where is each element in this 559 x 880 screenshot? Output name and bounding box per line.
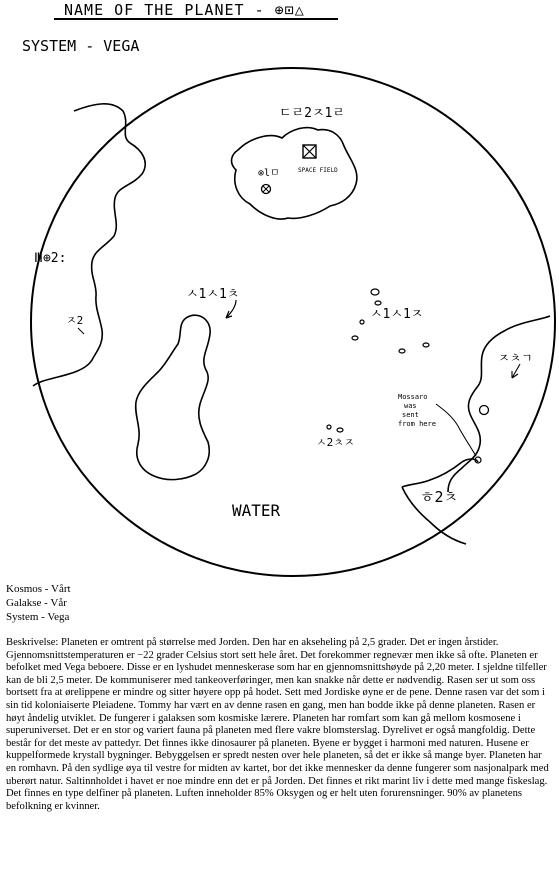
system-label: SYSTEM - VEGA — [22, 37, 140, 55]
marsh-label: Mossaro was sent from here — [398, 393, 436, 428]
planet-description: Beskrivelse: Planeten er omtrent på størrelse med Jorden. Den har en akseheling på 2,5 grader. Det er ingen årstider. Gjennomsnittstemperaturen er −22 grader Celsius stort sett hele året. Det forekommer regnevær men ikke så ofte. Planeten er befolket med Vega beboere. Disse er en lyshudet menneskerase som har en gjennomsnittshøyde på 2,20 meter. I sjeldne tilfeller kan de bli 2,5 meter. De kommuniserer med tankeoverføringer, men kan snakke når dette er nødvendig. Rasen ser ut som oss bortsett fra at ørelippene er mindre og sitter høyere opp på hodet. Sett med Jordiske øyne er de pene. Denne rasen var det som i sin tid koloniaiserte Pleiadene. Tommy har vært en av denne rasen en gang, men han bodde ikke på denne planeten. Rasen er høyt åndelig utviklet. De fungerer i galaksen som kosmiske lærere. Planeten har romfart som kan gå mellom kosmosene i superuniverset. Det er en stor og variert fauna på planeten med flere vakre blomsterslag. Dyrelivet er også mangfoldig. Dette består for det meste av pattedyr. Det finnes ikke dinosaurer på planeten. Byene er bygget i harmoni med naturen. Husene er kuppelformede krystall bygninger. Bebyggelsen er spredt nesten over hele planeten, så det er ikke så mange byer. Planeten har en romhavn. På den sydlige øya til vestre for midten av kartet, bor det ikke mennesker da denne fungerer som nasjonalpark med uberørt natur. Saltinnholdet i havet er noe mindre enn det er på Jorden. Det finnes et rikt marint liv i dette med mange fiskeslag. Det finnes en type delfiner på planeten. Luften inneholder 85% Oksygen og er helt uten forurensninger. 90% av planetens befolkning er kvinner. — [6, 637, 549, 812]
spacefield-caption: SPACE FIELD — [298, 167, 338, 174]
catalog-galakse: Galakse - Vår — [6, 597, 67, 609]
east-coast-label: ㅈㅊㄱ — [498, 351, 533, 365]
water-label: WATER — [232, 501, 281, 520]
catalog-system: System - Vega — [6, 611, 70, 623]
planet-outline — [31, 68, 555, 576]
town-label: ⊗lㅁ — [258, 168, 280, 179]
planet-title: NAME OF THE PLANET - ⊕⊡△ — [64, 1, 305, 19]
south-bay-label: ㅎ2ㅊ — [420, 488, 459, 506]
west-coast-label: ㅈ2 — [66, 314, 84, 327]
north-city-label: ㄷㄹ2ㅈ1ㄹ — [279, 106, 345, 121]
west-region-label: Ⅲ⊕2: — [34, 251, 67, 266]
east-region-label: ㅅ1ㅅ1ㅈ — [370, 307, 424, 322]
catalog-kosmos: Kosmos - Vårt — [6, 583, 71, 595]
center-isle-label: ㅅ2ㅊㅈ — [316, 436, 355, 449]
lake-island-label: ㅅ1ㅅ1ㅊ — [186, 287, 240, 302]
